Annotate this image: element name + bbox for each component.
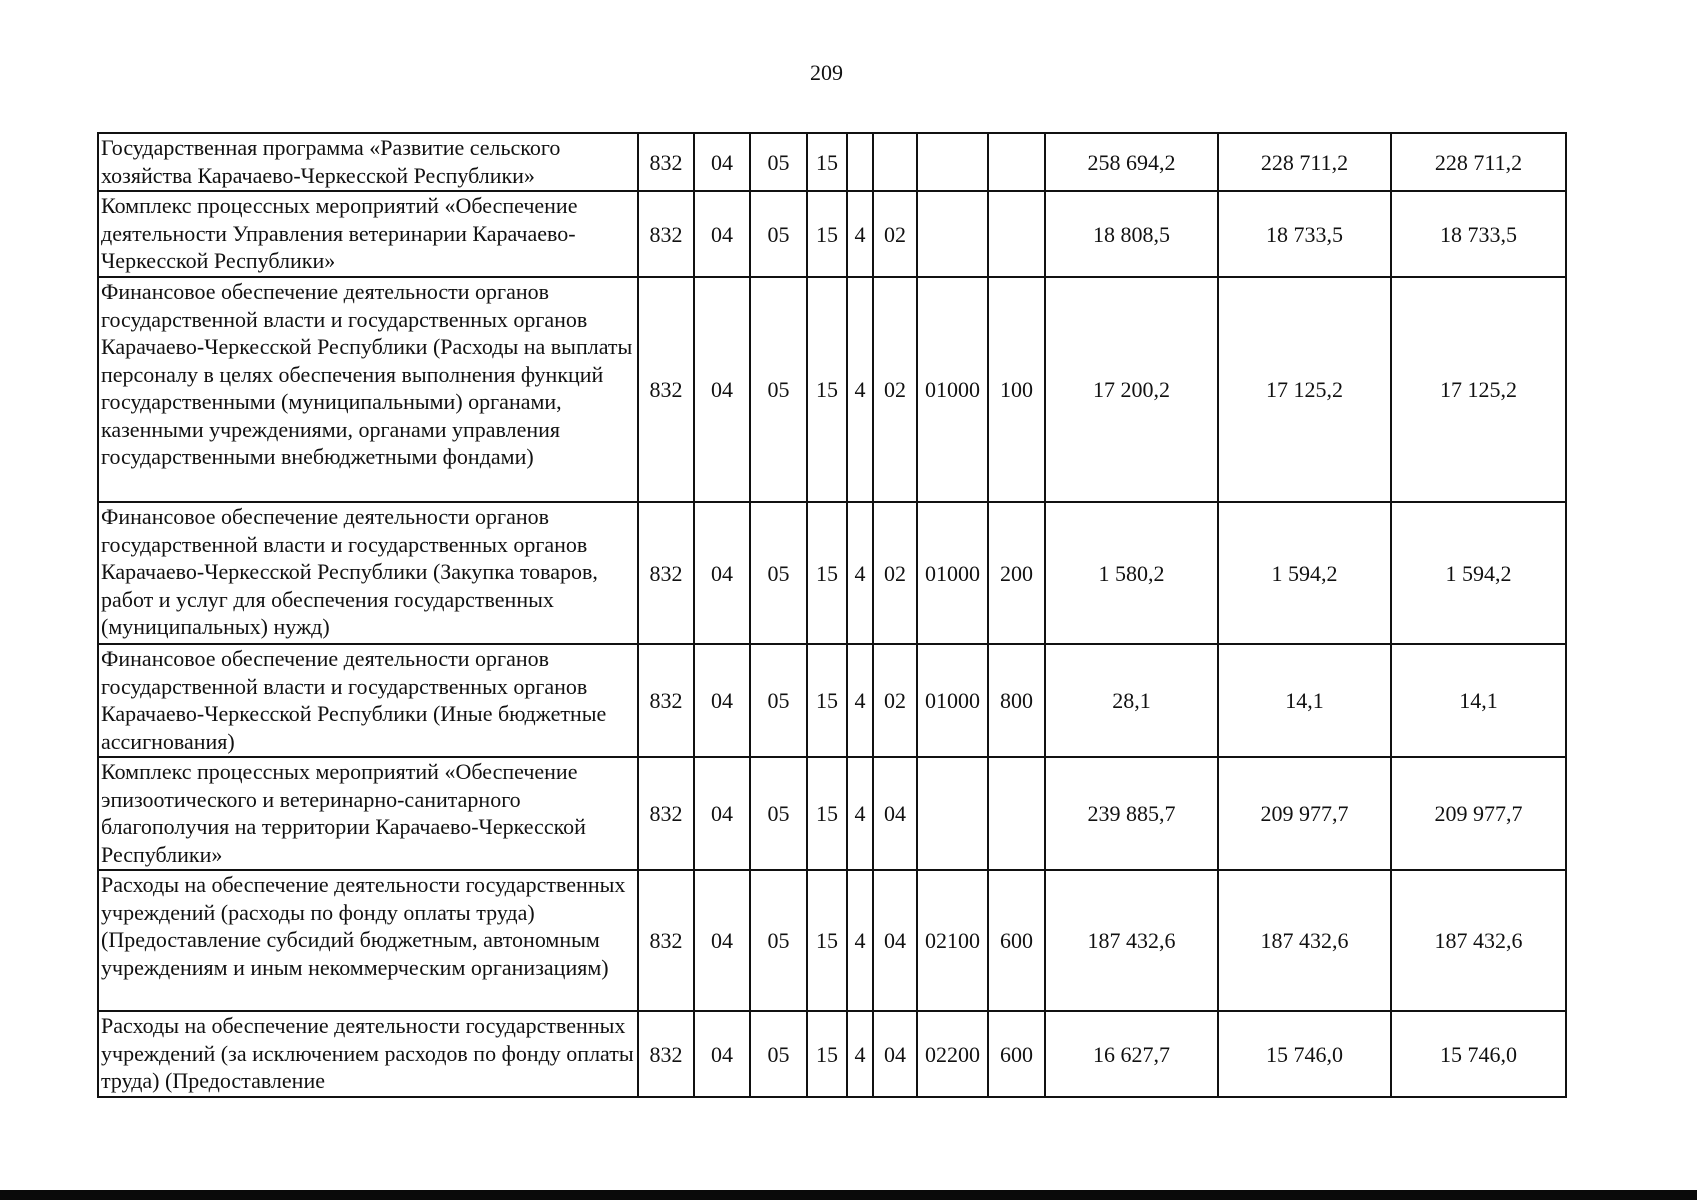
code-program: 15 bbox=[807, 1011, 847, 1097]
amount-year-1: 18 808,5 bbox=[1045, 191, 1218, 277]
amount-year-3: 17 125,2 bbox=[1391, 277, 1566, 502]
code-subsection: 05 bbox=[750, 1011, 807, 1097]
code-complex: 02 bbox=[873, 277, 917, 502]
code-section: 04 bbox=[694, 1011, 750, 1097]
code-ministry: 832 bbox=[638, 191, 694, 277]
code-subsection: 05 bbox=[750, 870, 807, 1011]
row-description: Финансовое обеспечение деятельности органов государственной власти и государственных органов Карачаево-Черкесской Республики (Расходы на выплаты персоналу в целях обеспечения выполнения функций государственными (муниципальными) органами, казенными учреждениями, органами управления государственными внебюджетными фондами) bbox=[98, 277, 638, 502]
amount-year-2: 17 125,2 bbox=[1218, 277, 1391, 502]
amount-year-1: 17 200,2 bbox=[1045, 277, 1218, 502]
amount-year-2: 209 977,7 bbox=[1218, 757, 1391, 870]
table-row bbox=[98, 191, 1566, 277]
code-type: 4 bbox=[847, 870, 873, 1011]
code-type: 4 bbox=[847, 757, 873, 870]
code-type bbox=[847, 133, 873, 191]
table-row bbox=[98, 277, 1566, 502]
row-description: Расходы на обеспечение деятельности государственных учреждений (расходы по фонду оплаты труда) (Предоставление субсидий бюджетным, автономным учреждениям и иным некоммерческим организациям) bbox=[98, 870, 638, 1011]
code-section: 04 bbox=[694, 644, 750, 757]
amount-year-1: 16 627,7 bbox=[1045, 1011, 1218, 1097]
code-ministry: 832 bbox=[638, 757, 694, 870]
table-row bbox=[98, 133, 1566, 191]
budget-table-body bbox=[98, 133, 1566, 1097]
code-subsection: 05 bbox=[750, 191, 807, 277]
code-section: 04 bbox=[694, 133, 750, 191]
code-expense-type: 600 bbox=[988, 870, 1045, 1011]
code-direction bbox=[917, 757, 988, 870]
amount-year-3: 14,1 bbox=[1391, 644, 1566, 757]
code-program: 15 bbox=[807, 191, 847, 277]
amount-year-1: 239 885,7 bbox=[1045, 757, 1218, 870]
code-expense-type: 600 bbox=[988, 1011, 1045, 1097]
code-expense-type bbox=[988, 757, 1045, 870]
code-ministry: 832 bbox=[638, 870, 694, 1011]
code-expense-type bbox=[988, 191, 1045, 277]
code-section: 04 bbox=[694, 757, 750, 870]
code-ministry: 832 bbox=[638, 502, 694, 644]
code-complex: 04 bbox=[873, 1011, 917, 1097]
code-expense-type bbox=[988, 133, 1045, 191]
amount-year-3: 228 711,2 bbox=[1391, 133, 1566, 191]
code-type: 4 bbox=[847, 191, 873, 277]
code-ministry: 832 bbox=[638, 277, 694, 502]
code-expense-type: 800 bbox=[988, 644, 1045, 757]
code-ministry: 832 bbox=[638, 644, 694, 757]
code-subsection: 05 bbox=[750, 277, 807, 502]
code-ministry: 832 bbox=[638, 133, 694, 191]
amount-year-3: 209 977,7 bbox=[1391, 757, 1566, 870]
amount-year-2: 228 711,2 bbox=[1218, 133, 1391, 191]
code-program: 15 bbox=[807, 277, 847, 502]
row-description: Комплекс процессных мероприятий «Обеспечение деятельности Управления ветеринарии Карачаево-Черкесской Республики» bbox=[98, 191, 638, 277]
amount-year-3: 187 432,6 bbox=[1391, 870, 1566, 1011]
code-section: 04 bbox=[694, 870, 750, 1011]
amount-year-2: 15 746,0 bbox=[1218, 1011, 1391, 1097]
code-program: 15 bbox=[807, 870, 847, 1011]
row-description: Комплекс процессных мероприятий «Обеспечение эпизоотического и ветеринарно-санитарного благополучия на территории Карачаево-Черкесской Республики» bbox=[98, 757, 638, 870]
amount-year-3: 15 746,0 bbox=[1391, 1011, 1566, 1097]
code-program: 15 bbox=[807, 757, 847, 870]
amount-year-2: 1 594,2 bbox=[1218, 502, 1391, 644]
code-direction: 02200 bbox=[917, 1011, 988, 1097]
code-complex bbox=[873, 133, 917, 191]
code-direction: 01000 bbox=[917, 502, 988, 644]
code-type: 4 bbox=[847, 644, 873, 757]
code-subsection: 05 bbox=[750, 757, 807, 870]
amount-year-2: 14,1 bbox=[1218, 644, 1391, 757]
amount-year-1: 187 432,6 bbox=[1045, 870, 1218, 1011]
row-description: Финансовое обеспечение деятельности органов государственной власти и государственных органов Карачаево-Черкесской Республики (Закупка товаров, работ и услуг для обеспечения государственных (муниципальных) нужд) bbox=[98, 502, 638, 644]
code-type: 4 bbox=[847, 1011, 873, 1097]
table-row bbox=[98, 502, 1566, 644]
amount-year-1: 28,1 bbox=[1045, 644, 1218, 757]
code-direction bbox=[917, 133, 988, 191]
code-complex: 04 bbox=[873, 757, 917, 870]
row-description: Государственная программа «Развитие сельского хозяйства Карачаево-Черкесской Республики» bbox=[98, 133, 638, 191]
code-type: 4 bbox=[847, 277, 873, 502]
page-number: 209 bbox=[810, 60, 843, 85]
amount-year-3: 18 733,5 bbox=[1391, 191, 1566, 277]
code-subsection: 05 bbox=[750, 502, 807, 644]
code-direction bbox=[917, 191, 988, 277]
budget-table bbox=[97, 132, 1567, 1098]
code-subsection: 05 bbox=[750, 133, 807, 191]
row-description: Расходы на обеспечение деятельности государственных учреждений (за исключением расходов по фонду оплаты труда) (Предоставление bbox=[98, 1011, 638, 1097]
row-description: Финансовое обеспечение деятельности органов государственной власти и государственных органов Карачаево-Черкесской Республики (Иные бюджетные ассигнования) bbox=[98, 644, 638, 757]
code-direction: 02100 bbox=[917, 870, 988, 1011]
code-type: 4 bbox=[847, 502, 873, 644]
code-complex: 04 bbox=[873, 870, 917, 1011]
amount-year-1: 258 694,2 bbox=[1045, 133, 1218, 191]
table-row bbox=[98, 870, 1566, 1011]
code-section: 04 bbox=[694, 277, 750, 502]
code-expense-type: 200 bbox=[988, 502, 1045, 644]
amount-year-1: 1 580,2 bbox=[1045, 502, 1218, 644]
scan-bottom-edge bbox=[0, 1190, 1697, 1200]
code-program: 15 bbox=[807, 502, 847, 644]
code-direction: 01000 bbox=[917, 277, 988, 502]
code-ministry: 832 bbox=[638, 1011, 694, 1097]
code-complex: 02 bbox=[873, 644, 917, 757]
table-row bbox=[98, 644, 1566, 757]
table-row bbox=[98, 1011, 1566, 1097]
code-complex: 02 bbox=[873, 502, 917, 644]
code-direction: 01000 bbox=[917, 644, 988, 757]
amount-year-3: 1 594,2 bbox=[1391, 502, 1566, 644]
code-subsection: 05 bbox=[750, 644, 807, 757]
amount-year-2: 187 432,6 bbox=[1218, 870, 1391, 1011]
code-section: 04 bbox=[694, 502, 750, 644]
code-complex: 02 bbox=[873, 191, 917, 277]
code-program: 15 bbox=[807, 133, 847, 191]
code-section: 04 bbox=[694, 191, 750, 277]
table-row bbox=[98, 757, 1566, 870]
code-program: 15 bbox=[807, 644, 847, 757]
amount-year-2: 18 733,5 bbox=[1218, 191, 1391, 277]
code-expense-type: 100 bbox=[988, 277, 1045, 502]
